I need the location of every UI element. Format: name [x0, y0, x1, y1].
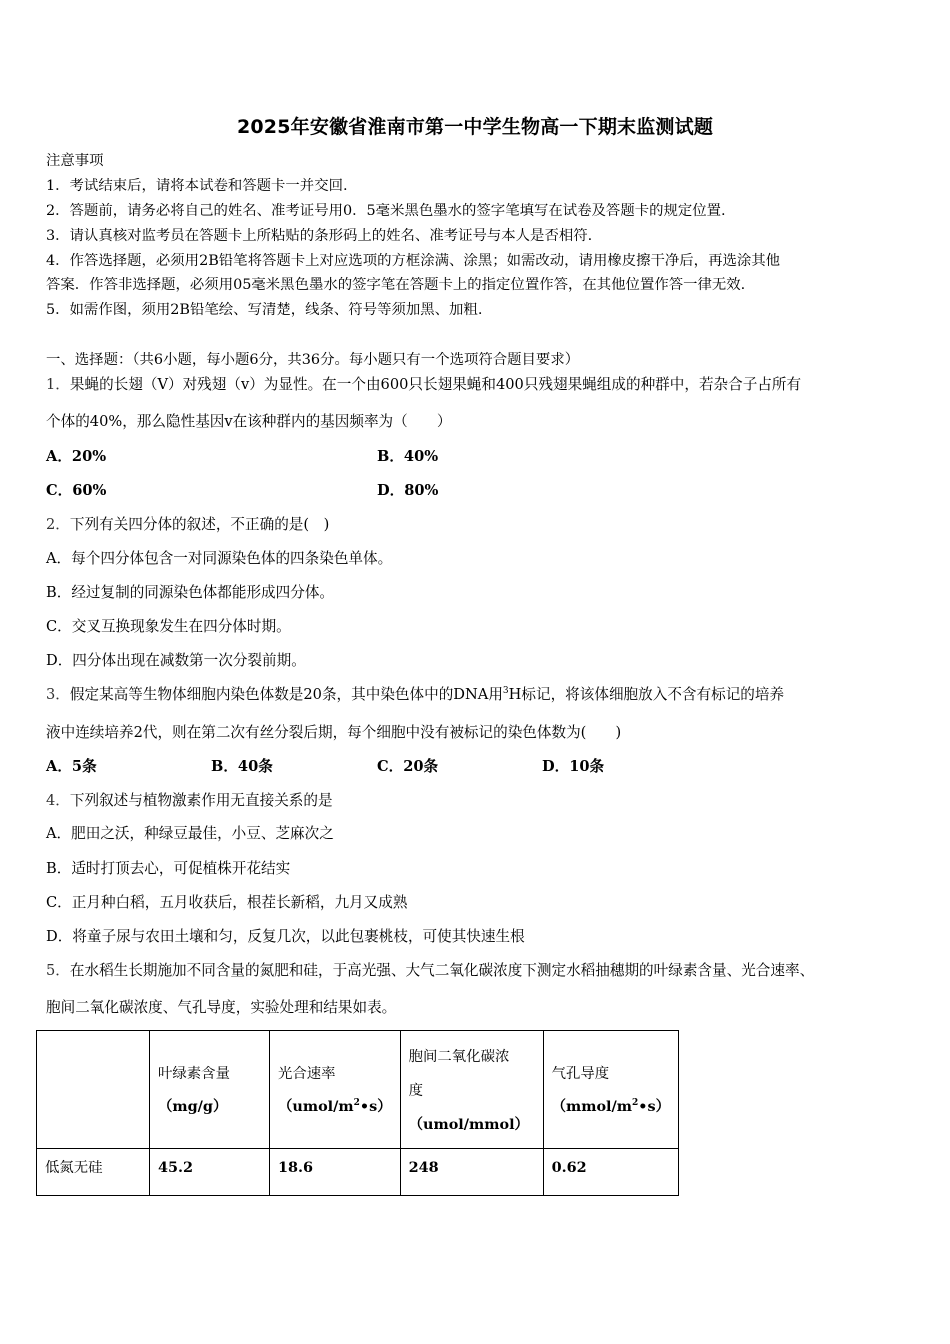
notice-item-2: 2．答题前，请务必将自己的姓名、准考证号用0．5毫米黑色墨水的签字笔填写在试卷及答题卡的规定位置. — [46, 203, 726, 219]
question-1-line-1 — [46, 375, 801, 395]
table-cell: 18.6 — [270, 1149, 401, 1196]
question-4-stem: 下列叙述与植物激素作用无直接关系的是 — [69, 792, 333, 809]
question-5-stem: 在水稻生长期施加不同含量的氮肥和硅，于高光强、大气二氧化碳浓度下测定水稻抽穗期的叶绿素含量、光合速率、 — [69, 962, 815, 979]
question-3-number: 3． — [46, 686, 70, 703]
q2-option-d: D．四分体出现在减数第一次分裂前期。 — [46, 652, 306, 669]
results-table — [36, 1030, 679, 1196]
header-unit — [278, 1090, 392, 1124]
superscript: 2 — [632, 1098, 639, 1109]
header-label-cont: 度 — [408, 1083, 424, 1099]
header-label: 气孔导度 — [551, 1066, 610, 1082]
q2-option-c: C．交叉互换现象发生在四分体时期。 — [46, 618, 291, 635]
table-header-cell — [400, 1031, 543, 1149]
q2-option-b: B．经过复制的同源染色体都能形成四分体。 — [46, 584, 335, 601]
question-2-number: 2． — [46, 516, 70, 533]
q1-option-c: C．60% — [46, 482, 107, 499]
table-header-row — [37, 1031, 679, 1149]
notice-item-3: 3．请认真核对监考员在答题卡上所粘贴的条形码上的姓名、准考证号与本人是否相符. — [46, 228, 593, 244]
q3-option-c: C．20条 — [377, 758, 439, 775]
page-title: 2025年安徽省淮南市第一中学生物高一下期末监测试题 — [236, 116, 714, 138]
q3-option-d: D．10条 — [542, 758, 605, 775]
header-unit: （mg/g） — [158, 1098, 228, 1115]
question-1-stem: 果蝇的长翅（V）对残翅（v）为显性。在一个由600只长翅果蝇和400只残翅果蝇组成的种群中，若杂合子占所有 — [69, 376, 802, 393]
notice-heading: 注意事项 — [46, 153, 104, 169]
header-label: 叶绿素含量 — [158, 1066, 230, 1082]
q1-option-d: D．80% — [377, 482, 439, 499]
question-3-stem-b: H标记，将该体细胞放入不含有标记的培养 — [508, 686, 785, 703]
question-3-line-1 — [46, 685, 784, 705]
superscript: 3 — [502, 686, 509, 697]
question-3-stem-a: 假定某高等生物体细胞内染色体数是20条，其中染色体中的DNA用 — [69, 686, 503, 703]
notice-item-4-cont: 答案．作答非选择题，必须用05毫米黑色墨水的签字笔在答题卡上的指定位置作答，在其他位置作答一律无效. — [46, 277, 746, 293]
notice-item-5: 5．如需作图，须用2B铅笔绘、写清楚，线条、符号等须加黑、加粗. — [46, 302, 483, 318]
table-row — [37, 1149, 679, 1196]
question-4-line — [46, 791, 333, 811]
header-unit-b: •s） — [638, 1098, 670, 1115]
notice-item-4: 4．作答选择题，必须用2B铅笔将答题卡上对应选项的方框涂满、涂黑；如需改动，请用橡皮擦干净后，再选涂其他 — [46, 253, 781, 269]
header-label: 胞间二氧化碳浓 — [408, 1049, 510, 1065]
question-1-line-2: 个体的40%，那么隐性基因v在该种群内的基因频率为（ ） — [46, 413, 452, 430]
table-header-cell — [270, 1031, 401, 1149]
question-4-number: 4． — [46, 792, 70, 809]
table-cell: 248 — [400, 1149, 543, 1196]
header-unit-b: •s） — [359, 1098, 392, 1115]
question-5-line-1 — [46, 961, 814, 981]
q4-option-d: D．将童子尿与农田土壤和匀，反复几次，以此包裹桃枝，可使其快速生根 — [46, 928, 525, 945]
q1-option-b: B．40% — [377, 448, 439, 465]
notice-item-1: 1．考试结束后，请将本试卷和答题卡一并交回. — [46, 178, 348, 194]
q4-option-c: C．正月种白稻，五月收获后，根茬长新稻，九月又成熟 — [46, 894, 408, 911]
question-2-line — [46, 515, 329, 535]
header-unit — [552, 1090, 670, 1124]
table-header-cell — [150, 1031, 270, 1149]
header-unit-a: （umol/m — [278, 1098, 354, 1115]
superscript: 2 — [353, 1098, 360, 1109]
section-heading: 一、选择题：（共6小题，每小题6分，共36分。每小题只有一个选项符合题目要求） — [46, 352, 580, 368]
q3-option-a: A．5条 — [46, 758, 97, 775]
header-unit-a: （mmol/m — [551, 1098, 633, 1115]
header-unit: （umol/mmol） — [408, 1116, 529, 1133]
question-5-number: 5． — [46, 962, 70, 979]
question-2-stem: 下列有关四分体的叙述，不正确的是( ) — [69, 516, 330, 533]
question-3-line-2: 液中连续培养2代，则在第二次有丝分裂后期，每个细胞中没有被标记的染色体数为( ) — [46, 724, 622, 741]
table-header-cell — [543, 1031, 678, 1149]
q4-option-a: A．肥田之沃，种绿豆最佳，小豆、芝麻次之 — [46, 825, 334, 842]
question-5-line-2: 胞间二氧化碳浓度、气孔导度，实验处理和结果如表。 — [46, 999, 397, 1016]
q2-option-a: A．每个四分体包含一对同源染色体的四条染色单体。 — [46, 550, 393, 567]
q3-option-b: B．40条 — [211, 758, 273, 775]
table-cell: 45.2 — [150, 1149, 270, 1196]
q4-option-b: B．适时打顶去心，可促植株开花结实 — [46, 860, 291, 877]
question-1-number: 1． — [46, 376, 70, 393]
table-header-cell — [37, 1031, 150, 1149]
table-cell: 低氮无硅 — [37, 1149, 150, 1196]
q1-option-a: A．20% — [46, 448, 107, 465]
table-cell: 0.62 — [543, 1149, 678, 1196]
header-label: 光合速率 — [278, 1066, 336, 1082]
